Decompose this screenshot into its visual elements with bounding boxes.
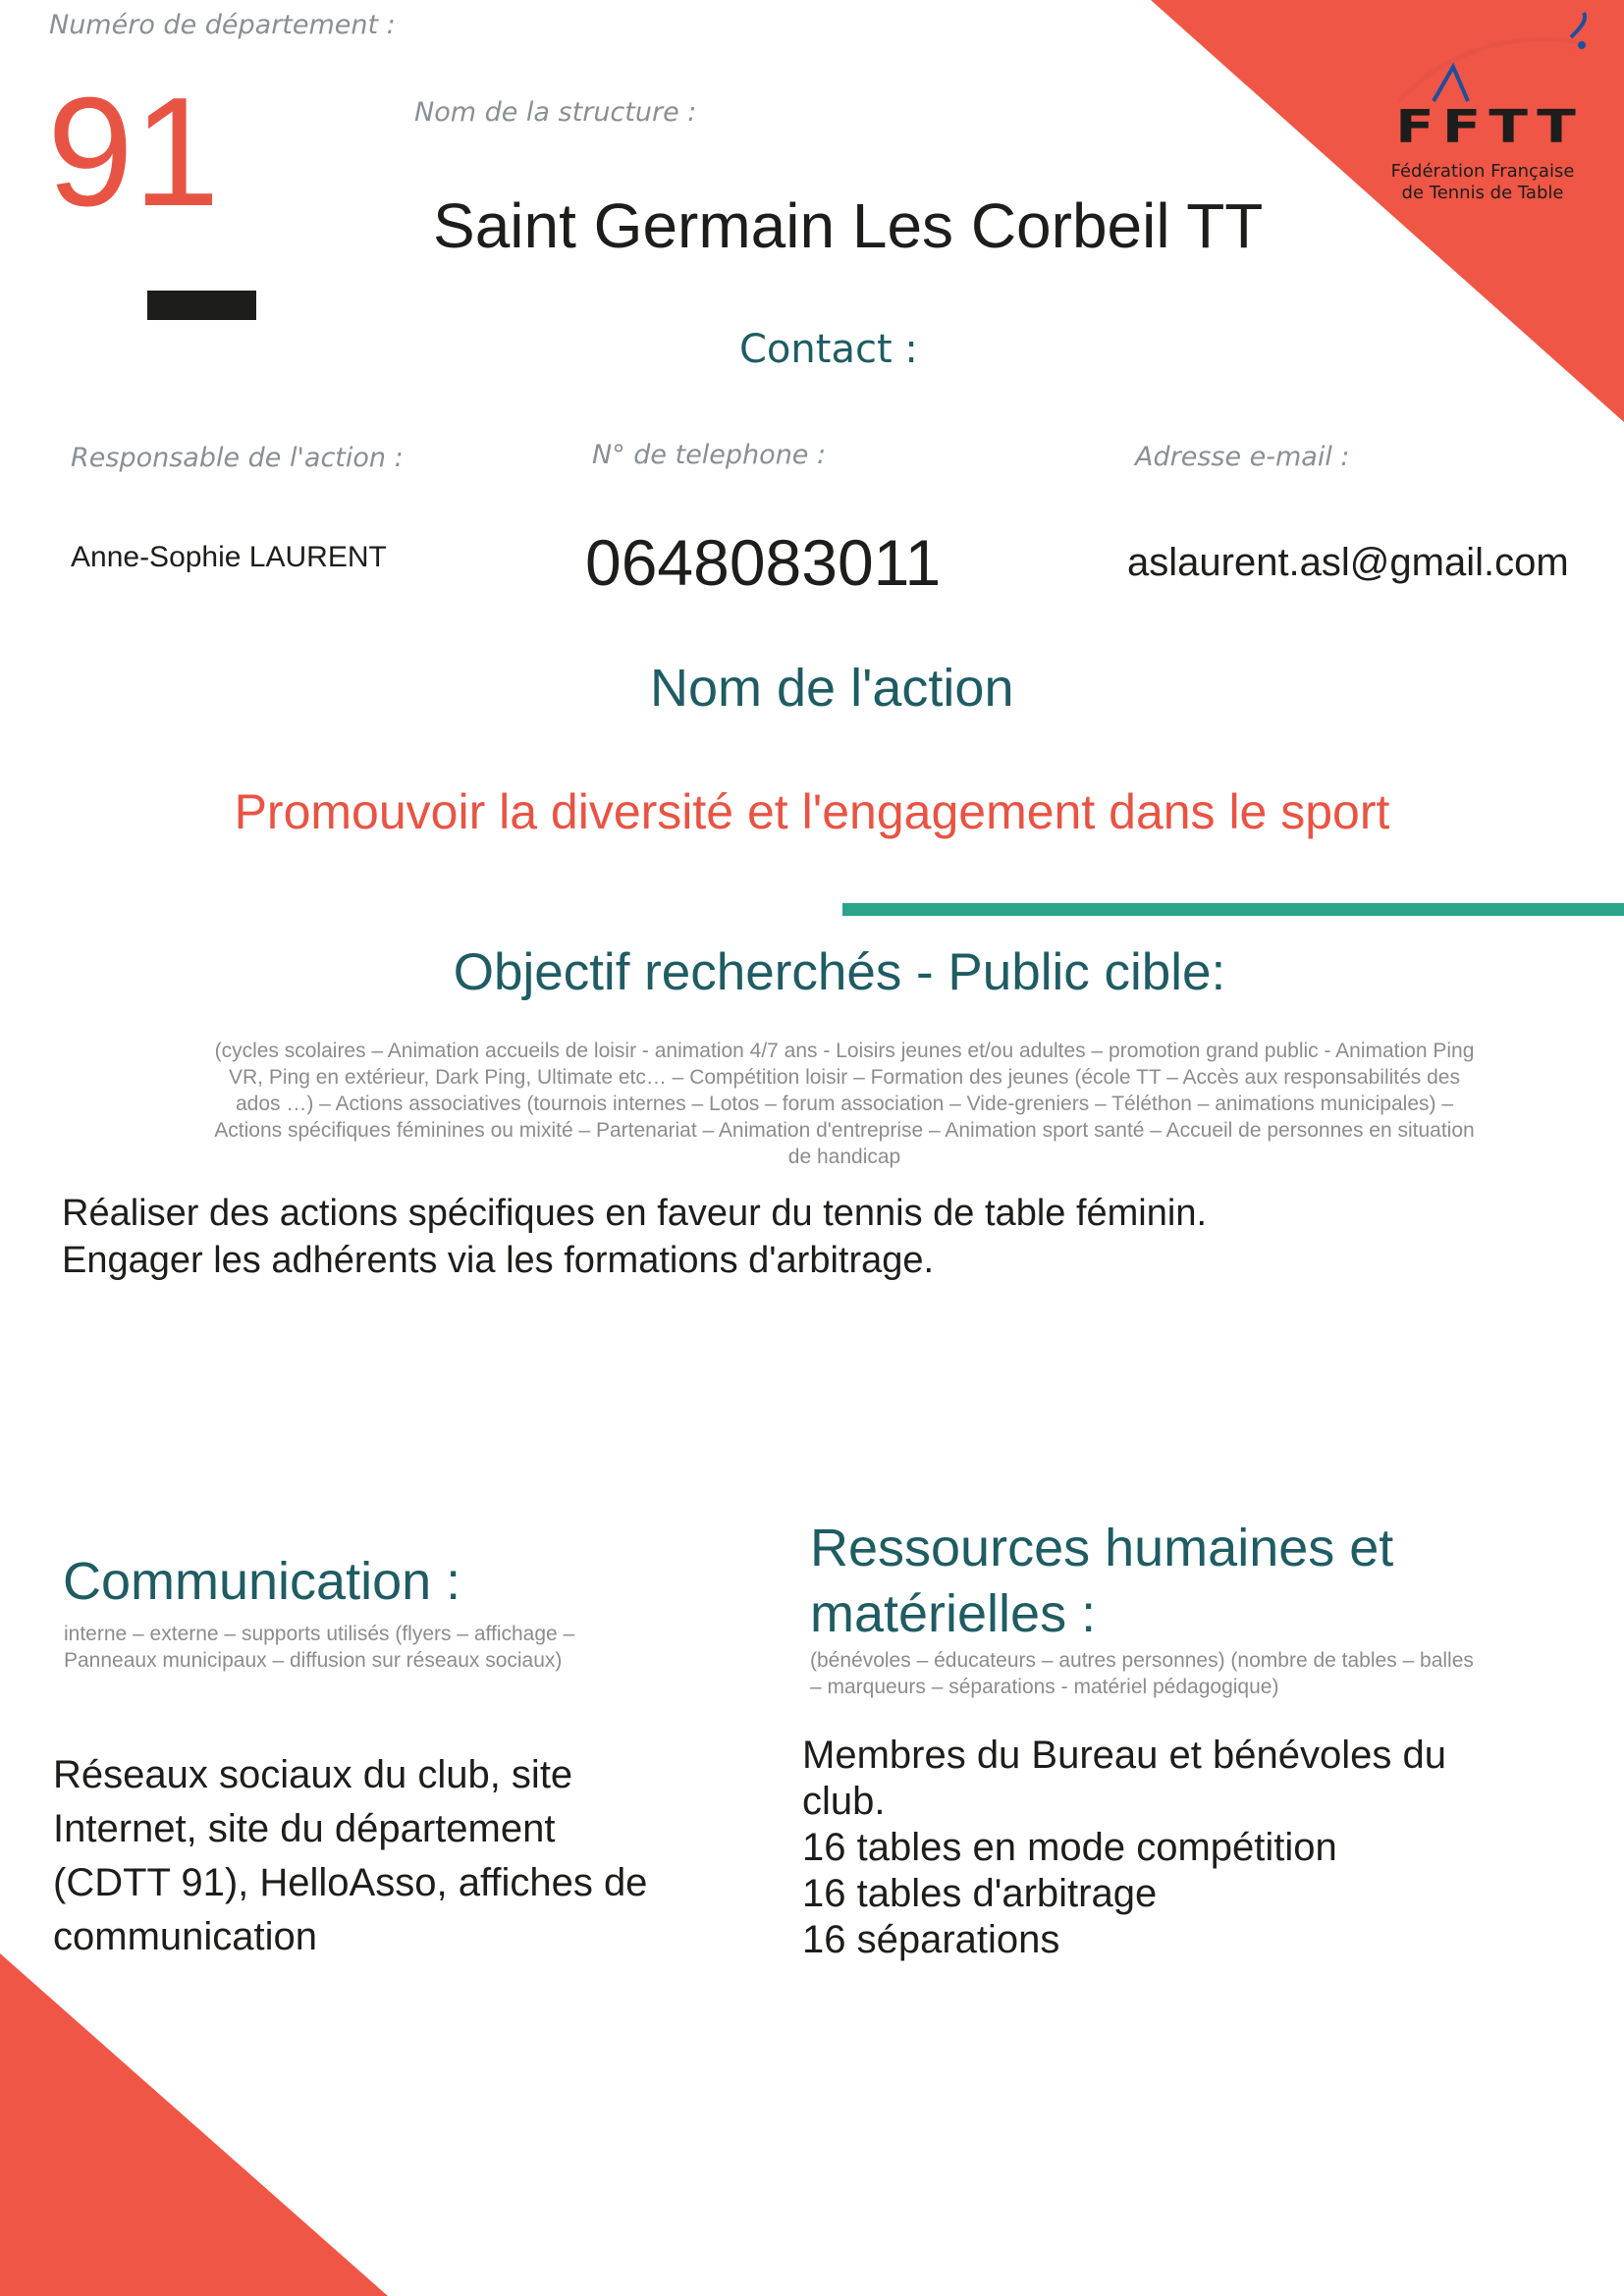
structure-label: Nom de la structure : bbox=[414, 97, 697, 128]
fftt-logo bbox=[1360, 8, 1605, 214]
phone-label: N° de telephone : bbox=[592, 440, 827, 470]
email-address: aslaurent.asl@gmail.com bbox=[1127, 541, 1569, 584]
action-name-value: Promouvoir la diversité et l'engagement dans le sport bbox=[234, 784, 1390, 839]
objective-value: Réaliser des actions spécifiques en faveur du tennis de table féminin. Engager les adhérents via les formations d'arbitrage. bbox=[62, 1193, 1208, 1281]
objective-heading: Objectif recherchés - Public cible: bbox=[453, 943, 1226, 1001]
bottom-left-triangle bbox=[0, 1953, 388, 2296]
communication-hint: interne – externe – supports utilisés (flyers – affichage – Panneaux municipaux – diffusion sur réseaux sociaux) bbox=[64, 1623, 575, 1672]
logo-acronym: FFTT bbox=[1395, 99, 1584, 154]
action-name-heading: Nom de l'action bbox=[650, 659, 1014, 718]
contact-heading: Contact : bbox=[739, 327, 918, 372]
responsible-label: Responsable de l'action : bbox=[71, 443, 404, 473]
objective-hint: (cycles scolaires – Animation accueils de loisir - animation 4/7 ans - Loisirs jeunes et/ou adultes – promotion grand public - Animation Ping VR, Ping en extérieur, Dark Ping, Ultimate etc… – Compétition loisir – Formation des jeunes (école TT – Accès aux responsabilités des ados …) – Actions associatives (tournois internes – Lotos – forum association – Vide-greniers – Téléthon – animations municipales) – Actions spécifiques féminines ou mixité – Partenariat – Animation d'entreprise – Animation sport santé – Accueil de personnes en situation de handicap bbox=[214, 1040, 1475, 1168]
resources-heading: Ressources humaines et matérielles : bbox=[810, 1519, 1394, 1643]
communication-heading: Communication : bbox=[63, 1552, 461, 1611]
email-label: Adresse e-mail : bbox=[1135, 442, 1350, 472]
communication-value: Réseaux sociaux du club, site Internet, site du département (CDTT 91), HelloAsso, affiches de communication bbox=[53, 1753, 648, 1958]
responsible-name: Anne-Sophie LAURENT bbox=[71, 541, 387, 573]
phone-number: 0648083011 bbox=[585, 526, 942, 599]
logo-line2: de Tennis de Table bbox=[1401, 183, 1564, 203]
black-dash bbox=[147, 291, 256, 320]
structure-name: Saint Germain Les Corbeil TT bbox=[433, 190, 1264, 261]
teal-divider bbox=[842, 903, 1624, 916]
logo-line1: Fédération Française bbox=[1390, 161, 1575, 182]
department-number: 91 bbox=[47, 66, 220, 239]
resources-value: Membres du Bureau et bénévoles du club. 16 tables en mode compétition 16 tables d'arbitrage 16 séparations bbox=[802, 1734, 1446, 1961]
resources-hint: (bénévoles – éducateurs – autres personnes) (nombre de tables – balles – marqueurs – séparations - matériel pédagogique) bbox=[810, 1649, 1474, 1698]
department-label: Numéro de département : bbox=[49, 10, 396, 40]
